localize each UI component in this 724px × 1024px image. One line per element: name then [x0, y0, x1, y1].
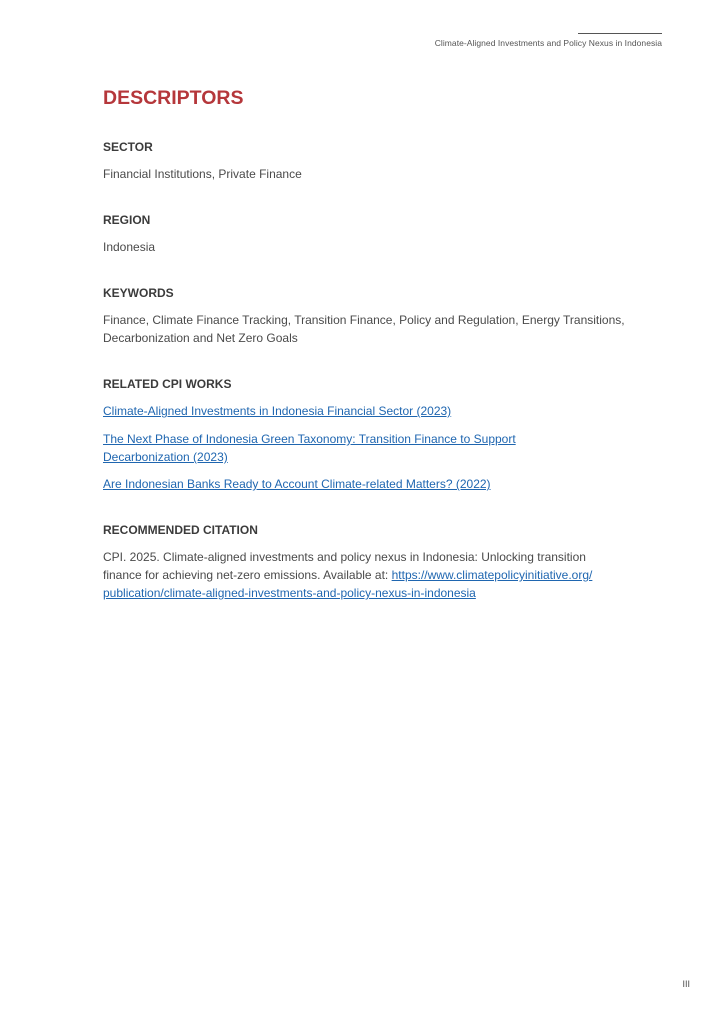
keywords-label: KEYWORDS — [103, 286, 174, 300]
related-work-link-3 — [103, 475, 643, 493]
sector-label: SECTOR — [103, 140, 153, 154]
citation-url-link-part-1[interactable]: https://www.climatepolicyinitiative.org/ — [391, 568, 593, 582]
related-works-label: RELATED CPI WORKS — [103, 377, 232, 391]
running-header-title: Climate-Aligned Investments and Policy Nexus in Indonesia — [434, 38, 662, 48]
related-work-2-link-line-1[interactable]: The Next Phase of Indonesia Green Taxonomy: Transition Finance to Support — [103, 432, 516, 446]
citation-line-2: finance for achieving net-zero emissions. Available at: — [103, 568, 392, 582]
keywords-line-2: Decarbonization and Net Zero Goals — [103, 331, 298, 345]
sector-value: Financial Institutions, Private Finance — [103, 167, 302, 181]
related-work-link-2 — [103, 430, 643, 466]
header-rule — [578, 33, 662, 34]
related-work-2-link-line-2[interactable]: Decarbonization (2023) — [103, 450, 228, 464]
related-work-1-link[interactable]: Climate-Aligned Investments in Indonesia Financial Sector (2023) — [103, 404, 452, 418]
citation-url-link-part-2[interactable]: publication/climate-aligned-investments-and-policy-nexus-in-indonesia — [103, 586, 476, 600]
region-value: Indonesia — [103, 240, 156, 254]
citation-label: RECOMMENDED CITATION — [103, 523, 258, 537]
citation-line-1: CPI. 2025. Climate-aligned investments and policy nexus in Indonesia: Unlocking transition — [103, 550, 586, 564]
related-work-3-link[interactable]: Are Indonesian Banks Ready to Account Climate-related Matters? (2022) — [103, 477, 491, 491]
region-label: REGION — [103, 213, 151, 227]
page-number: III — [682, 979, 690, 989]
page-title: DESCRIPTORS — [103, 87, 244, 109]
citation-text — [103, 548, 643, 602]
keywords-line-1: Finance, Climate Finance Tracking, Transition Finance, Policy and Regulation, Energy Transitions, — [103, 313, 625, 327]
related-work-link-1 — [103, 402, 643, 420]
keywords-value — [103, 311, 643, 347]
